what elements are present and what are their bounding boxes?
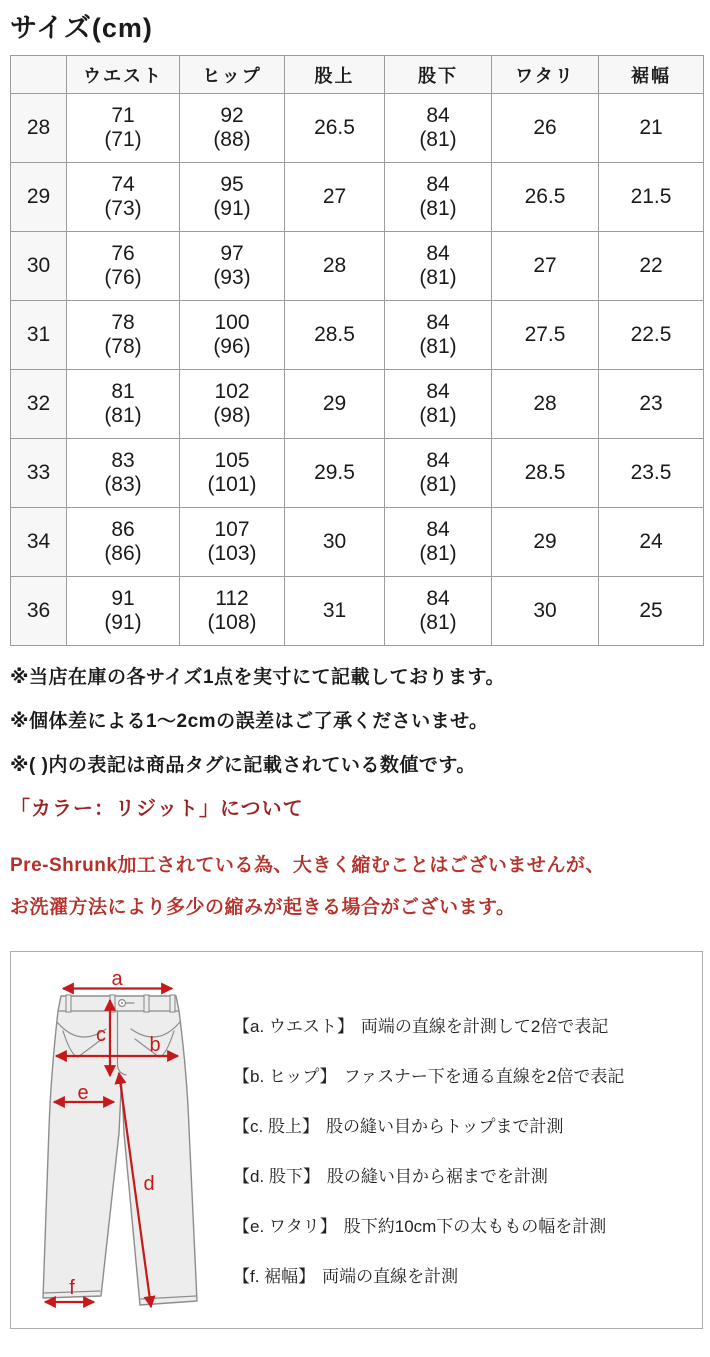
hem-cell: 25 xyxy=(599,577,704,646)
legend-label: 【a. ウエスト】 xyxy=(233,1017,354,1036)
header-cell-blank xyxy=(11,56,67,94)
rise-cell: 29.5 xyxy=(285,439,385,508)
rigid-body-line: Pre-Shrunk加工されている為、大きく縮むことはございませんが、 xyxy=(10,855,605,876)
header-cell-hip: ヒップ xyxy=(180,56,285,94)
thigh-cell: 30 xyxy=(492,577,599,646)
header-cell-inseam: 股下 xyxy=(385,56,492,94)
waist-cell: 78 (78) xyxy=(67,301,180,370)
size-cell: 34 xyxy=(11,508,67,577)
legend-item-inseam xyxy=(233,1165,624,1189)
thigh-cell: 26.5 xyxy=(492,163,599,232)
rigid-color-section xyxy=(10,792,605,929)
legend-desc: 股下約10cm下の太ももの幅を計測 xyxy=(343,1217,607,1236)
rise-cell: 29 xyxy=(285,370,385,439)
note-line: ※個体差による1〜2cmの誤差はご了承くださいませ。 xyxy=(10,711,489,732)
legend-desc: 両端の直線を計測して2倍で表記 xyxy=(360,1017,609,1036)
waist-cell: 81 (81) xyxy=(67,370,180,439)
rise-cell: 30 xyxy=(285,508,385,577)
legend-desc: 股の縫い目からトップまで計測 xyxy=(325,1117,564,1136)
hem-cell: 21.5 xyxy=(599,163,704,232)
table-row xyxy=(11,232,704,301)
size-cell: 33 xyxy=(11,439,67,508)
hem-cell: 24 xyxy=(599,508,704,577)
inseam-cell: 84 (81) xyxy=(385,232,492,301)
rise-cell: 27 xyxy=(285,163,385,232)
thigh-cell: 27 xyxy=(492,232,599,301)
legend-label: 【c. 股上】 xyxy=(233,1117,319,1136)
thigh-cell: 28.5 xyxy=(492,439,599,508)
size-cell: 28 xyxy=(11,94,67,163)
waist-cell: 91 (91) xyxy=(67,577,180,646)
label-d: d xyxy=(143,1173,155,1195)
legend-label: 【d. 股下】 xyxy=(233,1167,320,1186)
legend-desc: 両端の直線を計測 xyxy=(322,1267,459,1286)
waist-cell: 83 (83) xyxy=(67,439,180,508)
legend-item-hip xyxy=(233,1065,624,1089)
rise-cell: 26.5 xyxy=(285,94,385,163)
hip-cell: 107 (103) xyxy=(180,508,285,577)
inseam-cell: 84 (81) xyxy=(385,577,492,646)
hip-cell: 112 (108) xyxy=(180,577,285,646)
size-cell: 31 xyxy=(11,301,67,370)
measurement-diagram xyxy=(10,951,703,1329)
table-header-row xyxy=(11,56,704,94)
size-cell: 30 xyxy=(11,232,67,301)
hip-cell: 102 (98) xyxy=(180,370,285,439)
hem-cell: 21 xyxy=(599,94,704,163)
table-row xyxy=(11,94,704,163)
belt-loop xyxy=(170,995,175,1012)
note-line: ※( )内の表記は商品タグに記載されている数値です。 xyxy=(10,755,476,776)
size-cell: 32 xyxy=(11,370,67,439)
page-title: サイズ(cm) xyxy=(10,13,153,43)
thigh-cell: 28 xyxy=(492,370,599,439)
belt-loop xyxy=(144,995,149,1012)
size-table xyxy=(10,55,704,646)
table-row xyxy=(11,301,704,370)
table-row xyxy=(11,370,704,439)
rise-cell: 28 xyxy=(285,232,385,301)
legend-label: 【e. ワタリ】 xyxy=(233,1217,337,1236)
header-cell-rise: 股上 xyxy=(285,56,385,94)
thigh-cell: 29 xyxy=(492,508,599,577)
thigh-cell: 26 xyxy=(492,94,599,163)
waist-cell: 74 (73) xyxy=(67,163,180,232)
table-row xyxy=(11,163,704,232)
rise-cell: 31 xyxy=(285,577,385,646)
inseam-cell: 84 (81) xyxy=(385,439,492,508)
measurement-notes xyxy=(10,662,505,794)
hem-cell: 22.5 xyxy=(599,301,704,370)
inseam-cell: 84 (81) xyxy=(385,163,492,232)
button-dot xyxy=(121,1002,123,1004)
table-row xyxy=(11,439,704,508)
measurement-legend xyxy=(233,1015,624,1315)
inseam-cell: 84 (81) xyxy=(385,94,492,163)
size-cell: 36 xyxy=(11,577,67,646)
table-row xyxy=(11,577,704,646)
inseam-cell: 84 (81) xyxy=(385,301,492,370)
jeans-outline xyxy=(43,996,197,1305)
thigh-cell: 27.5 xyxy=(492,301,599,370)
hem-cell: 22 xyxy=(599,232,704,301)
note-line: ※当店在庫の各サイズ1点を実寸にて記載しております。 xyxy=(10,667,505,688)
rigid-heading: 「カラー：リジット」について xyxy=(10,798,304,820)
table-row xyxy=(11,508,704,577)
header-cell-hem: 裾幅 xyxy=(599,56,704,94)
hip-cell: 105 (101) xyxy=(180,439,285,508)
waist-cell: 86 (86) xyxy=(67,508,180,577)
hip-cell: 100 (96) xyxy=(180,301,285,370)
header-cell-waist: ウエスト xyxy=(67,56,180,94)
hem-cell: 23.5 xyxy=(599,439,704,508)
hem-cell: 23 xyxy=(599,370,704,439)
legend-item-rise xyxy=(233,1115,624,1139)
waist-cell: 76 (76) xyxy=(67,232,180,301)
hip-cell: 95 (91) xyxy=(180,163,285,232)
header-cell-thigh: ワタリ xyxy=(492,56,599,94)
hip-cell: 97 (93) xyxy=(180,232,285,301)
label-a: a xyxy=(111,968,123,990)
legend-item-waist xyxy=(233,1015,624,1039)
rise-cell: 28.5 xyxy=(285,301,385,370)
label-e: e xyxy=(77,1082,89,1104)
legend-desc: ファスナー下を通る直線を2倍で表記 xyxy=(343,1067,625,1086)
inseam-cell: 84 (81) xyxy=(385,370,492,439)
legend-item-hem xyxy=(233,1265,624,1289)
hip-cell: 92 (88) xyxy=(180,94,285,163)
inseam-cell: 84 (81) xyxy=(385,508,492,577)
jeans-diagram-illustration xyxy=(13,968,223,1318)
waist-cell: 71 (71) xyxy=(67,94,180,163)
rigid-body-line: お洗濯方法により多少の縮みが起きる場合がございます。 xyxy=(10,897,516,918)
legend-label: 【f. 裾幅】 xyxy=(233,1267,316,1286)
label-f: f xyxy=(69,1277,75,1299)
label-c: c xyxy=(96,1024,106,1046)
legend-desc: 股の縫い目から裾までを計測 xyxy=(326,1167,548,1186)
label-b: b xyxy=(149,1034,161,1056)
belt-loop xyxy=(66,995,71,1012)
size-cell: 29 xyxy=(11,163,67,232)
legend-label: 【b. ヒップ】 xyxy=(233,1067,337,1086)
legend-item-thigh xyxy=(233,1215,624,1239)
